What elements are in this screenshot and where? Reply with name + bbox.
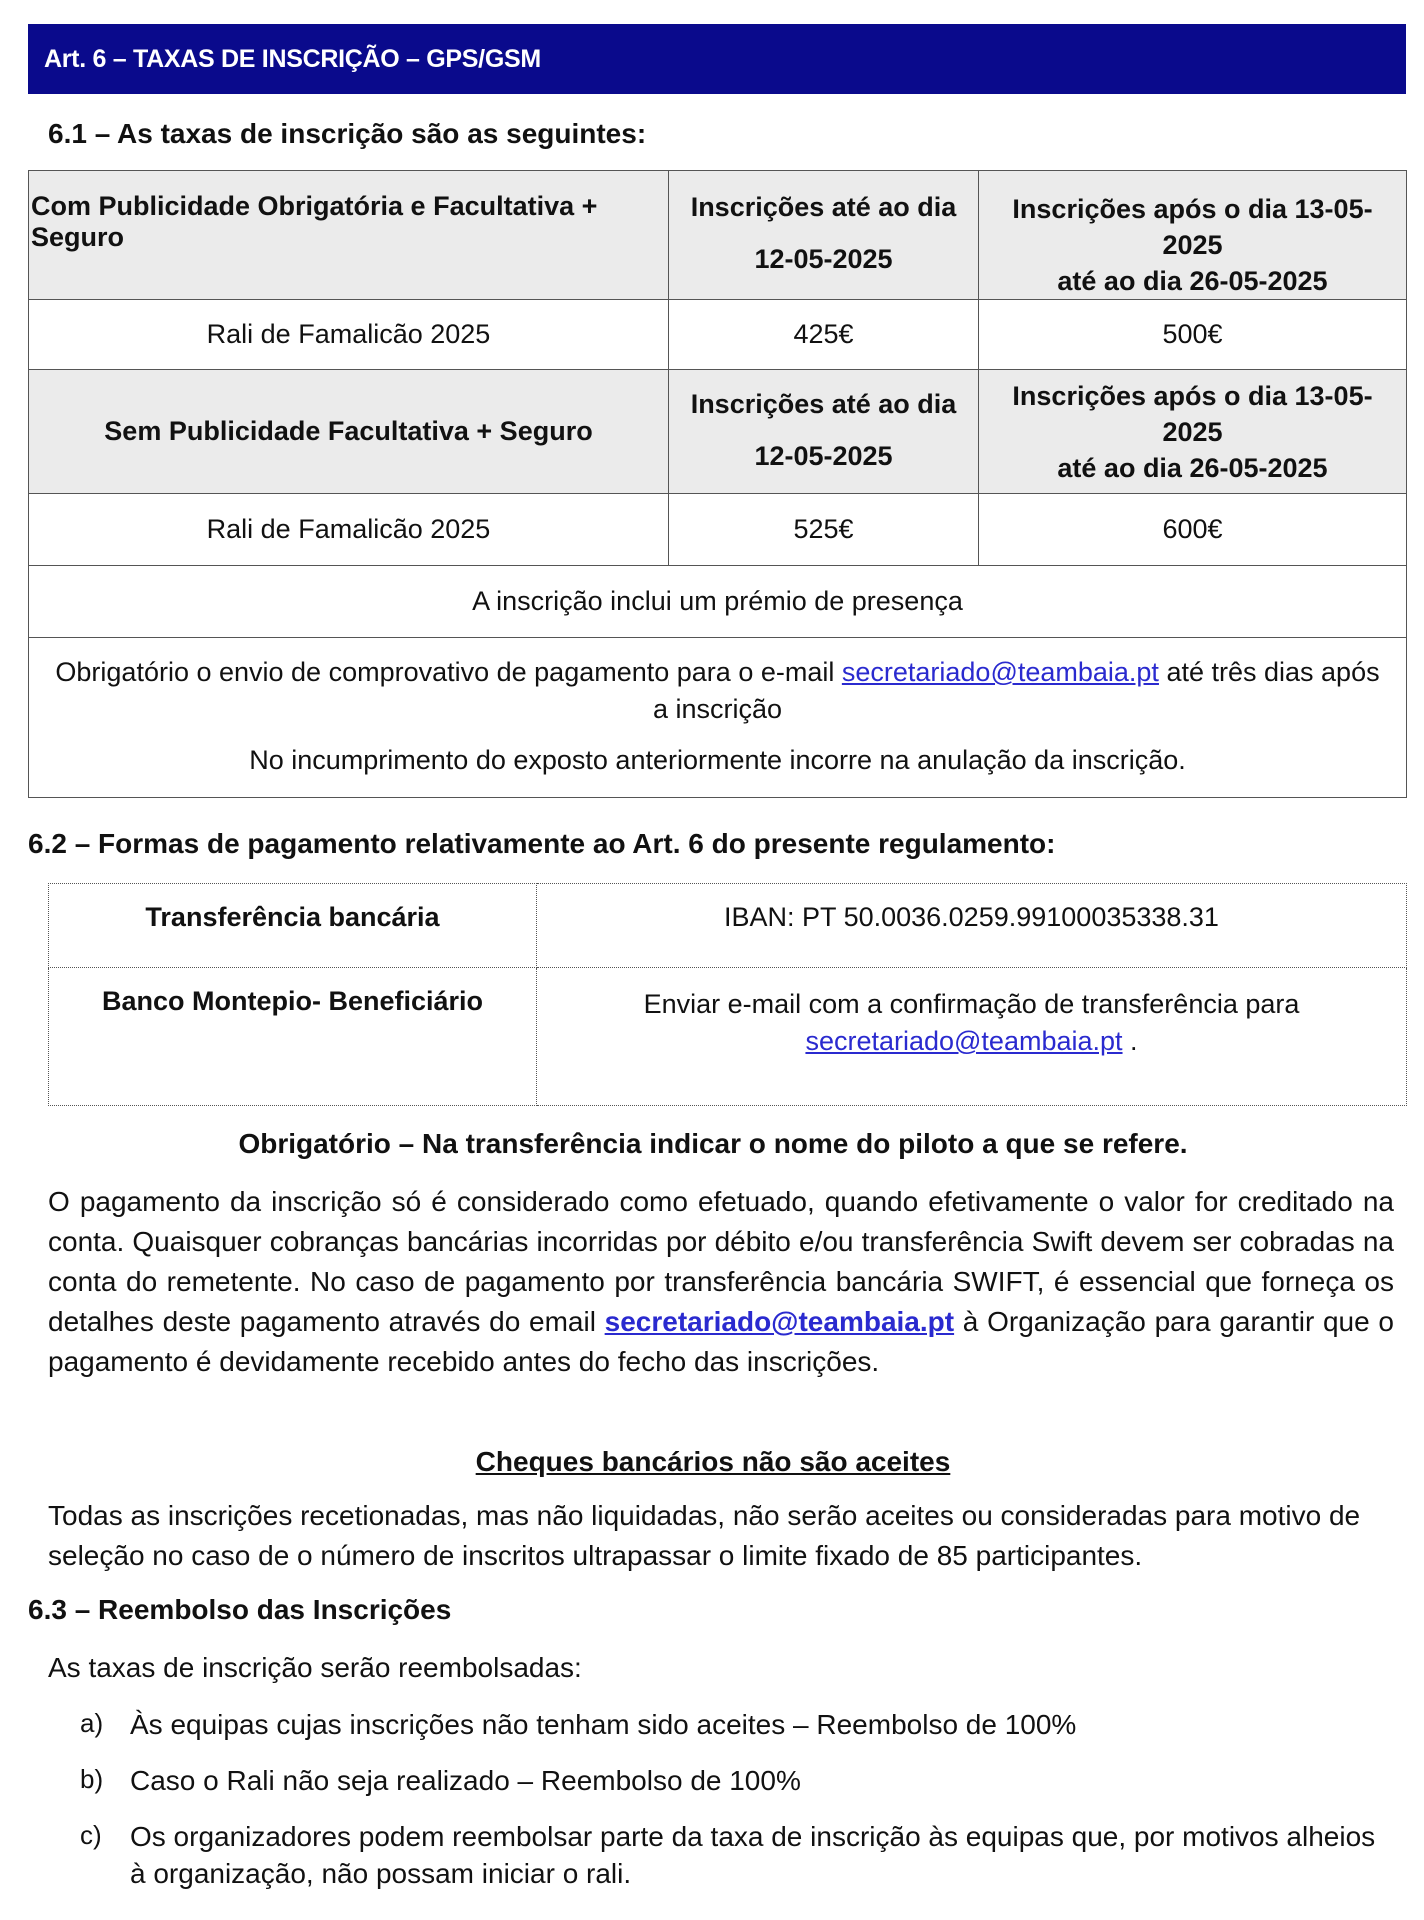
section-6-3-heading: 6.3 – Reembolso das Inscrições xyxy=(28,1594,452,1625)
email-link[interactable]: secretariado@teambaia.pt xyxy=(805,1026,1123,1056)
early-fee-cell: 425€ xyxy=(669,300,979,370)
refund-item-c: Os organizadores podem reembolsar parte da taxa de inscrição às equipas que, por motivos alheios à organização, não possam iniciar o rali. xyxy=(130,1821,1376,1889)
deadline-early-line1: Inscrições até ao dia xyxy=(690,192,957,222)
deadline-late-line1: Inscrições após o dia 13-05-2025 xyxy=(1012,194,1373,260)
payment-proof-text-after: até três dias após xyxy=(1158,657,1380,687)
obligatory-note: Obrigatório – Na transferência indicar o nome do piloto a que se refere. xyxy=(238,1128,1188,1159)
article-header xyxy=(28,24,1406,94)
list-marker-c: c) xyxy=(80,1820,102,1850)
deadline-late-header-2 xyxy=(979,370,1407,494)
list-marker-b: b) xyxy=(80,1764,104,1794)
transfer-confirmation-email-line xyxy=(547,1023,1396,1060)
payment-proof-row xyxy=(29,638,1407,798)
transfer-confirmation-text: Enviar e-mail com a confirmação de transferência para xyxy=(643,989,1300,1019)
category-with-ads-label: Com Publicidade Obrigatória e Facultativa + Seguro xyxy=(29,171,669,300)
payment-proof-text: Obrigatório o envio de comprovativo de pagamento para o e-mail xyxy=(55,657,842,687)
iban-value: IBAN: PT 50.0036.0259.99100035338.31 xyxy=(537,884,1407,968)
prize-row xyxy=(29,566,1407,638)
prize-note: A inscrição inclui um prémio de presença xyxy=(29,566,1407,638)
payment-paragraph xyxy=(48,1182,1394,1382)
payment-proof-line1 xyxy=(35,654,1400,691)
unpaid-registrations-paragraph: Todas as inscrições recetionadas, mas não liquidadas, não serão aceites ou consideradas para motivo de seleção no caso de o número de inscritos ultrapassar o limite fixado de 85 participantes. xyxy=(48,1500,1361,1571)
section-6-2-heading: 6.2 – Formas de pagamento relativamente ao Art. 6 do presente regulamento: xyxy=(28,828,1056,859)
rally-name-cell-2: Rali de Famalicão 2025 xyxy=(29,494,669,566)
payment-paragraph-text: O pagamento da inscrição só é considerado como efetuado, quando efetivamente o valor for creditado na conta. Quaisquer cobranças bancárias incorridas por débito e/ou transferência Swift devem ser cobradas na conta do remetente. No caso de pagamento por transferência bancária SWIFT, é essencial que forneça os detalhes deste pagamento através do email xyxy=(48,1186,1394,1337)
deadline-early-header xyxy=(669,171,979,300)
email-link[interactable]: secretariado@teambaia.pt xyxy=(841,657,1159,687)
cheques-not-accepted: Cheques bancários não são aceites xyxy=(475,1446,951,1477)
payment-paragraph-text-after: à Organização para garantir que o pagamento é devidamente recebido antes do fecho das inscrições. xyxy=(48,1306,1394,1377)
deadline-early-date-2: 12-05-2025 xyxy=(754,441,893,471)
deadline-late-line2: até ao dia 26-05-2025 xyxy=(1057,266,1328,296)
deadline-late-line1-2: Inscrições após o dia 13-05-2025 xyxy=(1012,380,1373,447)
fees-row-without-ads xyxy=(29,494,1407,566)
refund-item-a: Às equipas cujas inscrições não tenham sido aceites – Reembolso de 100% xyxy=(130,1709,1077,1740)
late-fee-cell-2: 600€ xyxy=(979,494,1407,566)
rally-name-cell: Rali de Famalicão 2025 xyxy=(29,300,669,370)
payment-proof-line2: a inscrição xyxy=(652,694,783,724)
article-title: Art. 6 – TAXAS DE INSCRIÇÃO – GPS/GSM xyxy=(44,44,541,73)
beneficiary-label: Banco Montepio- Beneficiário xyxy=(49,968,537,1106)
deadline-early-date: 12-05-2025 xyxy=(754,244,893,274)
payment-proof-cell xyxy=(29,638,1407,798)
deadline-late-line2-2: até ao dia 26-05-2025 xyxy=(1057,452,1328,483)
bank-beneficiary-row xyxy=(49,968,1407,1106)
deadline-early-line1-2: Inscrições até ao dia xyxy=(690,389,957,419)
deadline-early-header-2 xyxy=(669,370,979,494)
cancellation-warning: No incumprimento do exposto anteriormente incorre na anulação da inscrição. xyxy=(249,745,1186,775)
fees-header-row-with-ads xyxy=(29,171,1407,300)
email-link[interactable]: secretariado@teambaia.pt xyxy=(604,1306,955,1337)
fees-header-row-without-ads xyxy=(29,370,1407,494)
refund-intro: As taxas de inscrição serão reembolsadas: xyxy=(48,1652,582,1683)
early-fee-cell-2: 525€ xyxy=(669,494,979,566)
period-text: . xyxy=(1122,1026,1138,1056)
transfer-confirmation-cell xyxy=(537,968,1407,1106)
refund-item-b: Caso o Rali não seja realizado – Reembolso de 100% xyxy=(130,1765,801,1796)
deadline-late-header xyxy=(979,171,1407,300)
section-6-1-heading: 6.1 – As taxas de inscrição são as seguintes: xyxy=(48,118,647,149)
bank-transfer-row xyxy=(49,884,1407,968)
payment-methods-table xyxy=(48,883,1407,1106)
list-marker-a: a) xyxy=(80,1708,104,1738)
category-without-ads-label: Sem Publicidade Facultativa + Seguro xyxy=(29,370,669,494)
fees-table xyxy=(28,170,1407,798)
fees-row-with-ads xyxy=(29,300,1407,370)
late-fee-cell: 500€ xyxy=(979,300,1407,370)
bank-transfer-label: Transferência bancária xyxy=(49,884,537,968)
